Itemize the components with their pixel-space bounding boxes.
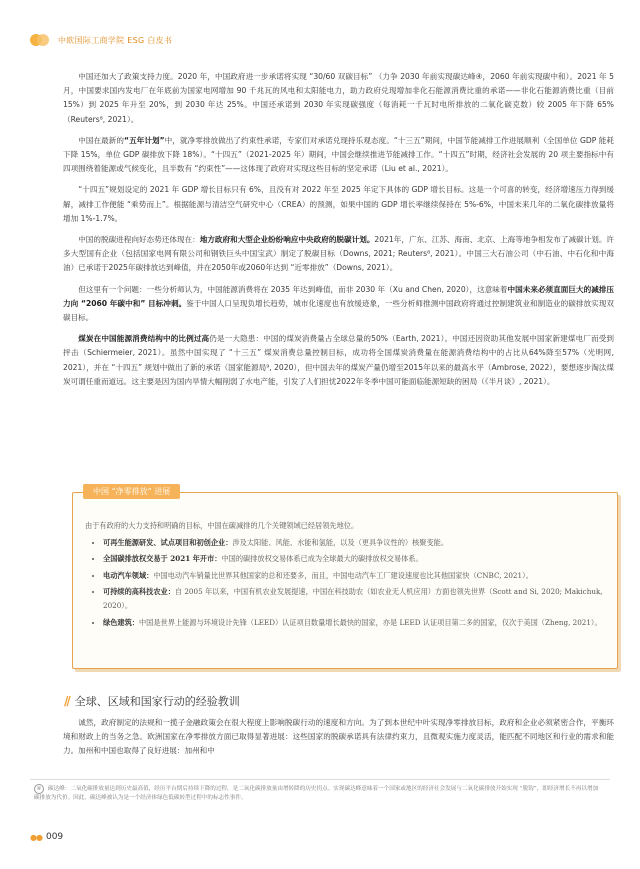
box-item-label: 全国碳排放权交易于 2021 年开市： — [103, 554, 222, 564]
text-run: “十四五”规划设定的 2021 年 GDP 增长目标只有 6%，且没有对 2022 年至 2025 年定下具体的 GDP 增长目标。这是一个可喜的转变，经济增速压力得到缓解，减排工作便能 “乘势而上”。根据能源与清洁空气研究中心（CREA）的预测，如果中国的 GDP 增长率继续保持在 5%-6%，中国未来几年的二氧化碳排放量将增加 1%-1.7%。 — [63, 185, 614, 223]
box-list-item — [103, 552, 605, 566]
section-heading — [64, 693, 240, 709]
box-item-text: 中国的碳排放权交易体系已成为全球最大的碳排放权交易体系。 — [221, 554, 423, 564]
box-list-item — [103, 569, 605, 583]
header-title: 中欧国际工商学院 ESG 白皮书 — [58, 35, 173, 45]
bold-text: 地方政府和大型企业纷纷响应中央政府的脱碳计划。 — [199, 235, 375, 245]
section-body — [63, 716, 614, 766]
box-item-text: 中国电动汽车销量比世界其他国家的总和还要多，而且，中国电动汽车工厂建设速度也比其他国家快（CNBC, 2021）。 — [153, 570, 533, 580]
section-slash-icon: // — [64, 694, 69, 708]
box-item-text: 自 2005 年以来，中国有机农业发展提速，中国在科技助农（如农业无人机应用）方面也领先世界（Scott and Si, 2020; Makichuk, 2020）。 — [103, 587, 603, 610]
text-run: 仍是一大隐患：中国的煤炭消费量占全球总量的50%（Earth, 2021）。中国还因资助其他发展中国家新建煤电厂而受到抨击（Schiermeier, 2021）。虽然中国实现了 “十三五” 煤炭消费总量控制目标，成功将全国煤炭消费量在能源消费结构中的占比从64%降至57%（光明网, 2021），并在 “十四五” 规划中做出了新的承诺（国家能源局⁹, 2020），但中国去年的煤炭产量仍增至2015年以来的最高水平（Ambrose, 2022），要想逐步淘汰煤炭可谓任重而道远。这主要是因为国内旱情大幅削弱了水电产能，引发了人们担忧2022年冬季中国可能面临能源短缺的困局（《半月谈》, 2021）。 — [63, 334, 614, 386]
page-number-text: 009 — [45, 832, 64, 842]
box-item-label: 可再生能源研发、试点项目和初创企业： — [103, 537, 233, 547]
text-run: 2021年，广东、江苏、海南、北京、上海等地争相发布了减碳计划。许多大型国有企业（包括国家电网有限公司和钢铁巨头中国宝武）制定了脱碳目标（Downs, 2021; Reuters⁸, 2021）。中国三大石油公司（中石油、中石化和中海油）已承诺于2025年碳排放达到峰值，并在2050年或2060年达到 “近零排放”（Downs, 2021）。 — [63, 235, 615, 273]
page-dots-icon: ●● — [30, 832, 42, 842]
paragraph — [63, 332, 614, 389]
footnote-divider — [30, 779, 610, 780]
box-intro: 由于有政府的大力支持和明确的目标，中国在碳减排的几个关键领域已经居领先地位。 — [85, 521, 359, 530]
box-item-text: 涉及太阳能、风能、水能和氢能，以及（更具争议性的）核聚变能。 — [232, 537, 449, 547]
box-item-label: 可持续的高科技农业： — [103, 587, 175, 597]
paragraph — [63, 70, 614, 127]
main-text — [63, 70, 614, 396]
text-run: 中，就净零排放做出了约束性承诺，专家们对承诺兑现持乐观态度。“十三五”期间，中国节能减排工作进展顺利（全国单位 GDP 能耗下降 15%，单位 GDP 碳排放下降 18%）。“十四五”（2021-2025 年）期间，中国会继续推进节能减排工作。“十四五”时期，经济社会发展的 20 项主要指标中有四项围绕着能源或气候变化，且半数有 “约束性”——这体现了政府对实现这些目标的坚定承诺（Liu et al., 2021）。 — [63, 135, 614, 174]
footnote — [34, 784, 600, 803]
paragraph — [63, 134, 614, 177]
box-item-text: 中国是世界上能源与环境设计先锋（LEED）认证项目数量增长最快的国家，亦是 LEED 认证项目第二多的国家，仅次于美国（Zheng, 2021）。 — [138, 617, 602, 627]
text-run: 中国在最新的 — [78, 135, 125, 145]
footnote-text: 碳达峰：二氧化碳排放量达到历史最高值，经历平台期后持续下降的过程，是二氧化碳排放量由增转降的历史拐点。实现碳达峰意味着一个国家或地区的经济社会发展与二氧化碳排放开始实现 “脱钩”，即经济增长不再以增加碳排放为代价。因此，碳达峰被认为是一个经济体绿色低碳转型过程中的标志性事件。 — [34, 786, 599, 801]
bold-text: 煤炭在中国能源消费结构中的比例过高 — [78, 334, 210, 344]
box-list-item — [103, 536, 605, 550]
box-list-item — [103, 616, 605, 630]
box-item-label: 电动汽车领域： — [103, 570, 154, 580]
page-number — [30, 832, 63, 842]
box-item-label: 绿色建筑： — [103, 617, 139, 627]
text-run: 中国还加大了政策支持力度。2020 年，中国政府进一步承诺将实现 “30/60 双碳目标” （力争 2030 年前实现碳达峰④，2060 年前实现碳中和）。2021 年 5 月，中国要求国内发电厂在年底前为国家电网增加 90 千兆瓦的风电和太阳能电力，助力政府兑现增加非化石能源消费比重的承诺——非化石能源消费比重（目前 15%）到 2025 年升至 20%，到 2030 年达 25%。中国还承诺到 2030 年实现碳强度（每消耗一千瓦时电所排放的二氧化碳克数）较 2005 年下降 65%（Reuters⁸, 2021）。 — [63, 72, 614, 124]
box-title: 中国 “净零排放” 进展 — [83, 484, 180, 499]
text-run: 中国的脱碳进程向好态势还体现在： — [78, 235, 200, 245]
paragraph — [63, 233, 614, 276]
bold-text: 中国未来必须直面巨大的减排压力向 “2060 年碳中和” 目标冲刺。 — [63, 284, 615, 308]
progress-box — [72, 487, 618, 669]
paragraph — [63, 283, 614, 326]
section-paragraph: 诚然，政府制定的法规和一揽子金融政策会在很大程度上影响脱碳行动的速度和方向。为了到本世纪中叶实现净零排放目标，政府和企业必须紧密合作，平衡环境和财政上的当务之急。欧洲国家在净零排放方面已取得显著进展：这些国家的脱碳承诺具有法律约束力，且微观实施力度灵活，能匹配不同地区和行业的需求和能力。加州和中国也取得了良好进展：加州和中 — [63, 718, 614, 756]
box-list-item — [103, 585, 605, 612]
text-run: 鉴于中国人口呈现负增长趋势，城市化速度也有放缓迹象，一些分析师推测中国政府将通过控制建筑业和制造业的碳排放实现双碳目标。 — [63, 298, 615, 323]
paragraph — [63, 183, 614, 226]
page-header — [30, 30, 172, 50]
section-title: 全球、区域和国家行动的经验教训 — [74, 695, 240, 708]
text-run: 但这里有一个问题：一些分析师认为，中国能源消费将在 2035 年达到峰值，而非 2030 年（Xu and Chen, 2020），这意味着 — [78, 284, 508, 294]
box-list — [85, 536, 605, 630]
footnote-mark: ④ — [34, 784, 44, 794]
brand-logo-icon — [30, 32, 52, 48]
bold-text: “五年计划” — [124, 135, 165, 145]
